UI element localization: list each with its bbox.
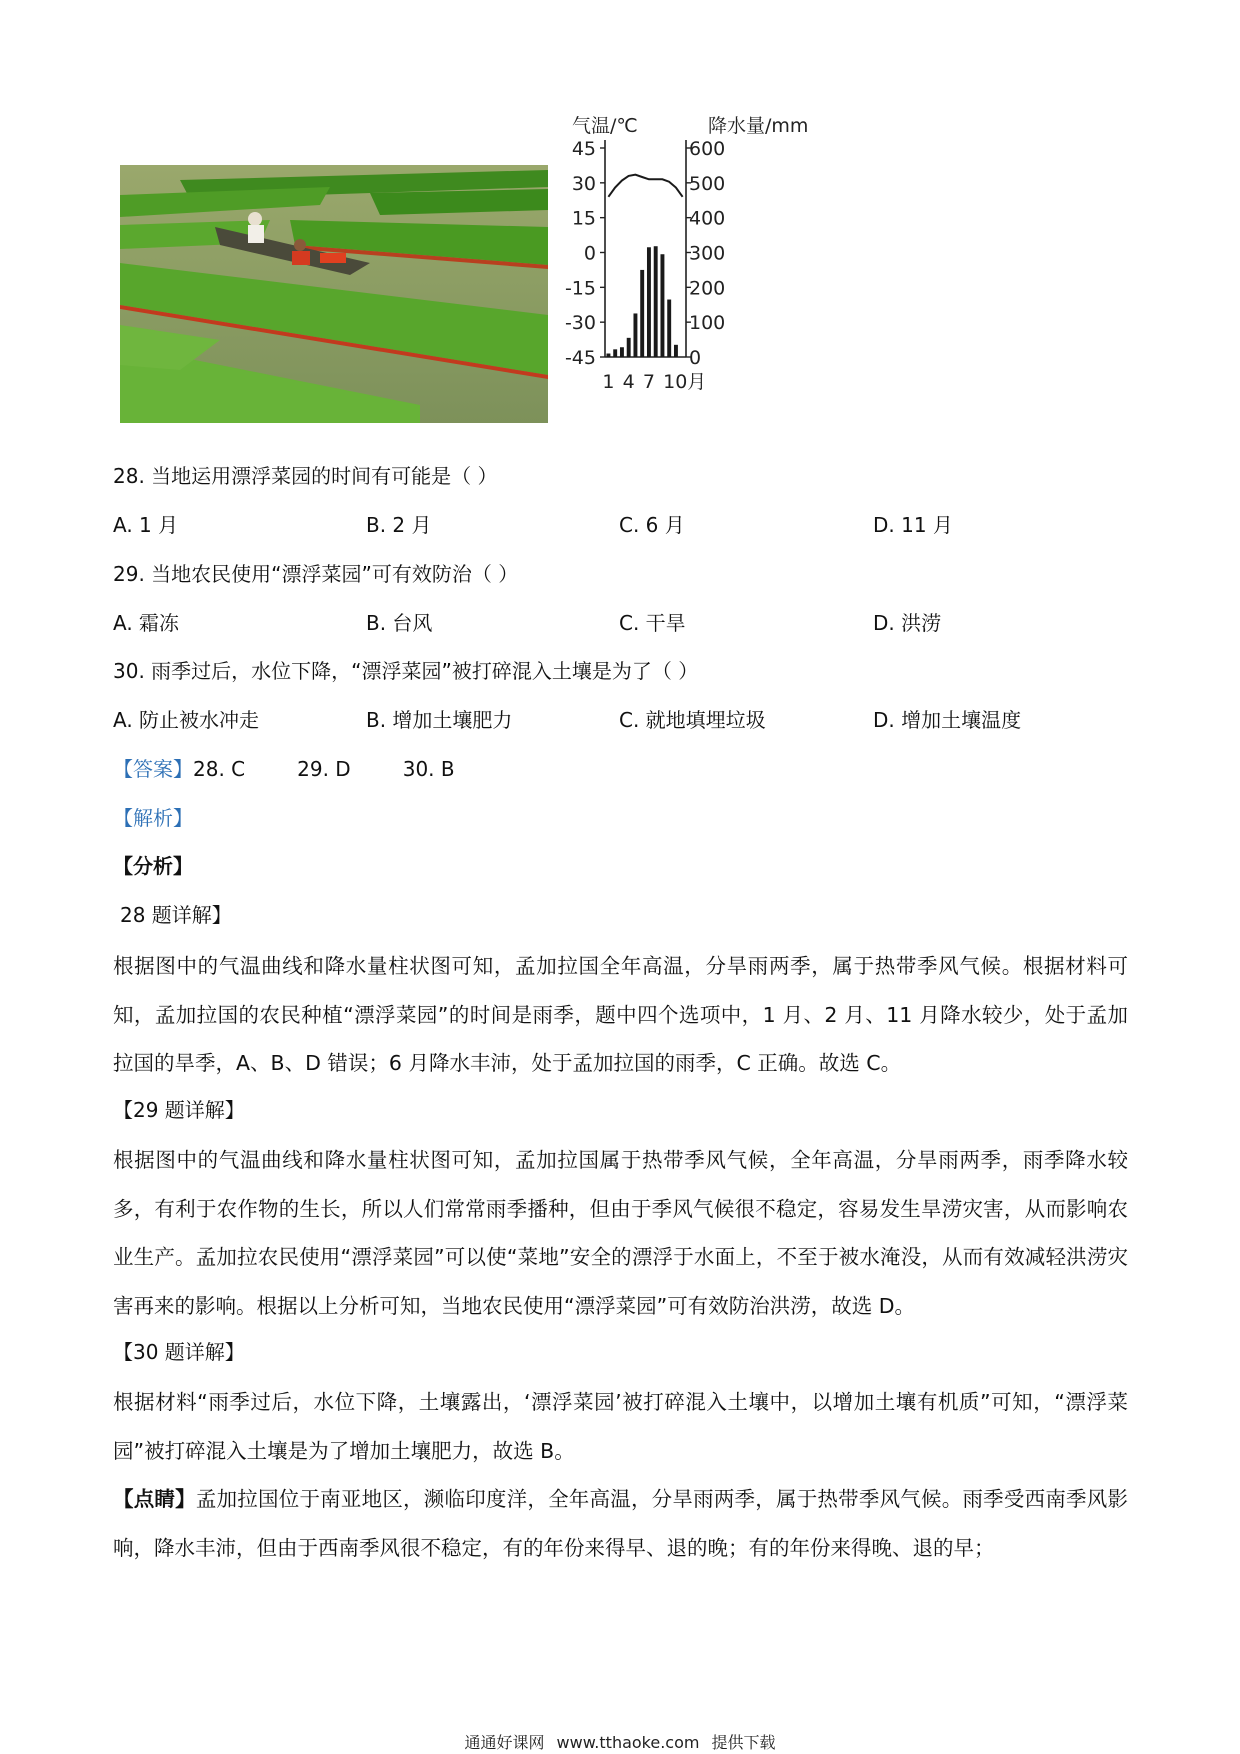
left-tick-label: -30 — [564, 312, 596, 335]
footer-url: www.tthaoke.com — [556, 1733, 700, 1752]
answer-line — [113, 755, 455, 783]
q30-option-b: B. 增加土壤肥力 — [366, 708, 513, 732]
d29-label: 【29 题详解】 — [113, 1098, 245, 1122]
right-tick-label: 500 — [689, 172, 726, 195]
footer — [0, 1730, 1240, 1753]
precip-bar — [613, 349, 617, 357]
d30-label: 【30 题详解】 — [113, 1340, 245, 1364]
right-tick-label: 200 — [689, 277, 726, 300]
answer-label: 【答案】 — [113, 757, 193, 781]
right-tick-label: 0 — [689, 347, 702, 369]
precip-bar — [647, 247, 651, 357]
precip-bar — [640, 270, 644, 357]
dianjing-text: 孟加拉国位于南亚地区，濒临印度洋，全年高温，分旱雨两季，属于热带季风气候。雨季受西南季风影响，降水丰沛，但由于西南季风很不稳定，有的年份来得早、退的晚；有的年份来得晚、退的早； — [113, 1487, 1128, 1560]
x-tick-label: 10月 — [663, 371, 707, 393]
answer-30: 30. B — [402, 757, 455, 781]
q28-option-a: A. 1 月 — [113, 513, 179, 537]
fenxi-label: 【分析】 — [113, 854, 193, 878]
right-tick-label: 300 — [689, 242, 726, 265]
q29-option-d: D. 洪涝 — [873, 611, 942, 635]
left-tick-label: -45 — [564, 347, 596, 369]
q30-option-c: C. 就地填埋垃圾 — [619, 708, 766, 732]
q30-stem: 30. 雨季过后，水位下降，“漂浮菜园”被打碎混入土壤是为了（ ） — [113, 659, 699, 683]
q30-option-d: D. 增加土壤温度 — [873, 708, 1022, 732]
answer-28: 28. C — [193, 757, 246, 781]
dianjing-paragraph — [113, 1475, 1128, 1572]
left-tick-label: 45 — [571, 138, 596, 160]
q28-option-d: D. 11 月 — [873, 513, 953, 537]
precip-bar — [633, 313, 637, 357]
d28-text: 根据图中的气温曲线和降水量柱状图可知，孟加拉国全年高温，分旱雨两季，属于热带季风气候。根据材料可知，孟加拉国的农民种植“漂浮菜园”的时间是雨季，题中四个选项中，1 月、2 月、11 月降水较少，处于孟加拉国的旱季，A、B、D 错误；6 月降水丰沛，处于孟加拉国的雨季，C 正确。故选 C。 — [113, 954, 1128, 1075]
climate-chart — [560, 110, 850, 440]
right-tick-label: 100 — [689, 312, 726, 335]
answer-29: 29. D — [297, 757, 351, 781]
q29-option-b: B. 台风 — [366, 611, 433, 635]
q30-option-a: A. 防止被水冲走 — [113, 708, 260, 732]
q28-option-b: B. 2 月 — [366, 513, 432, 537]
footer-note: 提供下载 — [711, 1733, 776, 1752]
left-tick-label: 30 — [571, 172, 596, 195]
precip-bar — [667, 300, 671, 357]
q29-option-a: A. 霜冻 — [113, 611, 180, 635]
dianjing-label: 【点睛】 — [113, 1487, 196, 1511]
precip-bar — [654, 246, 658, 357]
floating-garden-photo — [120, 165, 548, 423]
q29-option-c: C. 干旱 — [619, 611, 686, 635]
q28-stem: 28. 当地运用漂浮菜园的时间有可能是（ ） — [113, 464, 498, 488]
x-tick-label: 1 — [602, 371, 615, 393]
x-tick-label: 7 — [642, 371, 655, 393]
right-tick-label: 400 — [689, 207, 726, 230]
left-tick-label: 0 — [583, 242, 596, 265]
q29-stem: 29. 当地农民使用“漂浮菜园”可有效防治（ ） — [113, 562, 519, 586]
precip-bar — [606, 354, 610, 357]
d28-label: 28 题详解】 — [120, 903, 232, 927]
precip-bar — [674, 345, 678, 357]
q28-option-c: C. 6 月 — [619, 513, 685, 537]
d30-text: 根据材料“雨季过后，水位下降，土壤露出，‘漂浮菜园’被打碎混入土壤中，以增加土壤有机质”可知，“漂浮菜园”被打碎混入土壤是为了增加土壤肥力，故选 B。 — [113, 1390, 1128, 1463]
footer-site-name: 通通好课网 — [464, 1733, 545, 1752]
ylabel-left: 气温/℃ — [572, 115, 638, 137]
temperature-line — [608, 175, 682, 197]
d29-text: 根据图中的气温曲线和降水量柱状图可知，孟加拉国属于热带季风气候，全年高温，分旱雨两季，雨季降水较多，有利于农作物的生长，所以人们常常雨季播种，但由于季风气候很不稳定，容易发生旱涝灾害，从而影响农业生产。孟加拉农民使用“漂浮菜园”可以使“菜地”安全的漂浮于水面上，不至于被水淹没，从而有效减轻洪涝灾害再来的影响。根据以上分析可知，当地农民使用“漂浮菜园”可有效防治洪涝，故选 D。 — [113, 1148, 1128, 1318]
x-tick-label: 4 — [622, 371, 635, 393]
precip-bar — [627, 338, 631, 357]
left-tick-label: 15 — [571, 207, 596, 230]
ylabel-right: 降水量/mm — [708, 115, 809, 137]
precip-bar — [620, 347, 624, 357]
precip-bar — [660, 254, 664, 357]
right-tick-label: 600 — [689, 138, 726, 160]
left-tick-label: -15 — [564, 277, 596, 300]
analysis-label: 【解析】 — [113, 806, 193, 830]
